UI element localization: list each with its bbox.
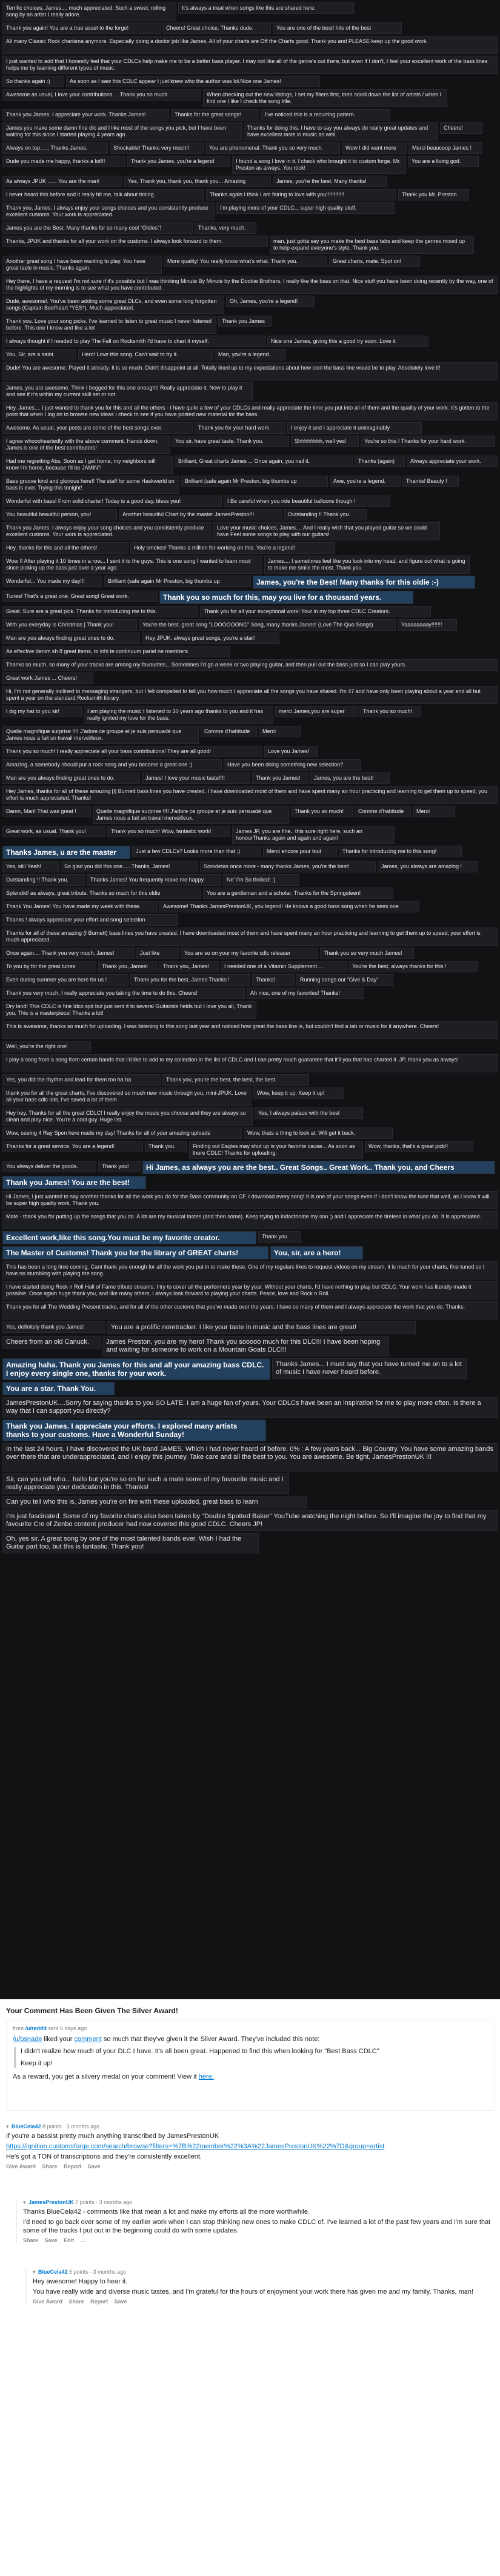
sent-time: sent 6 days ago (48, 2025, 87, 2031)
comment-author[interactable]: JamesPrestonUK (28, 2199, 74, 2205)
comment-note: Thank you Mr. Preston (398, 189, 469, 201)
award-message (6, 2020, 495, 2111)
comment-meta (23, 2199, 500, 2206)
comment-note: Splendid! as always, great tribute. Thanks so much for this oldie (2, 888, 201, 899)
comment-note: Wow, keep it up. Keep it up! (253, 1087, 344, 1099)
comment-note: Thank you so much! Wow, fantastic work! (107, 826, 230, 837)
comment-note: James, you're the best. Many thanks! (273, 176, 387, 187)
comment-note: Quelle magnifique surprise !!!! J'adore ce groupe et je suis persuadé que James nous a fait un travail merveilleux. (2, 726, 199, 744)
comment-note: Running songs out "Give & Day" (296, 974, 393, 986)
comment-text: Thanks BlueCela42 - comments like that mean a lot and make my efforts all the more worthwhile. (23, 2208, 310, 2216)
comment-note: James Preston, you are my hero! Thank you sooooo much for this DLC!!! I have been hoping and waiting for someone to work on a Mountain Goats DLC!!! (102, 1336, 389, 1356)
comment-note: Thank you again! You are a true asset to the forge! (2, 22, 161, 34)
comment-note: Yes, you did the rhythm and lead for them too ha ha (2, 1074, 161, 1086)
comment-note: Thank you James, you're a legend (127, 156, 230, 167)
comment-note: Tunes! That's a great one. Great song! Great work. (2, 591, 158, 602)
comment-note: Thanks for a great service. You are a legend! (2, 1141, 143, 1152)
from-label: from (13, 2025, 24, 2031)
comment-note: Great work James ... Cheers! (2, 672, 93, 684)
comment-note: I needed one of a Vitamin Supplement.... (221, 961, 347, 972)
share-button[interactable]: Share (68, 2299, 84, 2305)
comment-meta (6, 2123, 495, 2130)
comment-note: Comme d'habitude (201, 726, 257, 737)
comment-note: Man are you always finding great ones to do. (2, 632, 140, 644)
comment-note: Love you James! (264, 746, 318, 757)
comment-note: Awesome. As usual, your posts are some of the best songs ever. (2, 422, 193, 434)
comment-note: I agree whoooheartedly with the above comment. Hands down, James is one of the best contributors! (2, 436, 170, 454)
comment-note: Outstanding !! Thank you. (284, 509, 367, 520)
comment-note: Thank you, you're the best, the best, the best. (162, 1074, 309, 1086)
comment-note: Merci (259, 726, 301, 737)
comment-note: Thank you so much for this, may you live for a thousand years. (159, 591, 413, 604)
save-button[interactable]: Save (114, 2299, 127, 2305)
comment-note: Thank you very much, I really appreciate you taking the time to do this. Cheers! (2, 988, 245, 999)
collapse-caret-icon[interactable]: ▾ (6, 2123, 9, 2130)
comment-note: Thank you (258, 1231, 301, 1243)
comment-actions (33, 2299, 500, 2305)
save-button[interactable]: Save (44, 2237, 58, 2243)
comment-note: It's always a treat when songs like this are shared here. (178, 2, 354, 14)
comment-note: Merci beaucoup James ! (408, 142, 482, 154)
comment-note: Amazing, a somebody should put a rock song and you become a great one :) (2, 759, 222, 771)
award-body (13, 2035, 485, 2081)
comment-note: Nice one James, giving this a good try soon. Love it (267, 336, 428, 347)
comment-note: Even during summer you are here for us ! (2, 974, 128, 986)
comment-note: Dude, awesome!. You've been adding some great DLCs, and even some long forgotten songs (Captain Beefheart *YES*). Much appreciated. (2, 296, 224, 314)
comment-note: I'm playing more of your CDLC... super high quality stuff. (216, 202, 395, 214)
comment-note: Thank you so much! I really appreciate all your bass contributions! They are all good! (2, 746, 262, 757)
comment-actions (6, 2163, 495, 2169)
comment-note: Yes, I always palace with the best (255, 1107, 363, 1119)
comment-note: Finding out Eagles may shut up is your favorite cause... As soon as there CDLC! Thanks for uploading. (189, 1141, 363, 1159)
comment-note: I never heard this before and it really hit me, talk about timing. (2, 189, 204, 201)
share-button[interactable]: Share (23, 2237, 39, 2243)
comment-score-time: 7 points · 3 months ago (75, 2199, 133, 2205)
quote-line-1: I didn't realize how much of your DLC I have. It's all been great. Happened to find this when looking for "Best Bass CDLC" (21, 2048, 379, 2055)
comment-note: You are one of the best! hits of the best (273, 22, 402, 34)
comment-link[interactable]: https://ignition.customsforge.com/search/browse?filters=%7B%22member%22%3A%22JamesPrestonUK%22%7D&group=artist (6, 2143, 385, 2150)
comment-note: Hi James, I just wanted to say another thanks for all the work you do for the Bass community on CF. I download every song! It is one of your songs even if I don't know the tune that well, as I know it will be super high quality work. Thank you. (2, 1191, 498, 1209)
comment-note: Thanks for doing this. I have to say you always do really great updates and have excellent taste in music as well. (244, 122, 438, 141)
edit-button[interactable]: Edit (64, 2237, 75, 2243)
comment-note: Ne' I'm So thrilled! :) (223, 874, 299, 886)
comment-note: You are a star. Thank You. (2, 1382, 115, 1395)
comment-bluecela-1 (6, 2123, 495, 2169)
comment-note: Thanks so much, so many of your tracks are among my favourites... Sometimes I'd go a week or two playing guitar, and then pull out the bass just so I can play yours. (2, 659, 498, 671)
comment-note: James.... I sometimes feel like you look into my head, and figure out what is going to make me smile the most. Thank you. (264, 556, 470, 574)
comment-note: You beautiful beautiful person, you! (2, 509, 117, 520)
comment-note: I play a song from a song from certain bands that I'd like to add to my collection in the list of CDLC and I can pretty much guarantee that it'll you that has charted it. JP, thank you as always! (2, 1054, 498, 1072)
comment-note: Great. Sure are a great pick. Thanks for introducing me to this. (2, 606, 198, 617)
comment-note: Dude you made me happy, thanks a lot!!! (2, 156, 125, 167)
comment-note: Thank you James. I appreciate your efforts. I explored many artists thanks to your customs. Have a Wonderful Sunday! (2, 1419, 266, 1441)
comment-note: I found a song I love in it. I check who brought it to custom forge. Mr. Preston as always. You rock! (232, 156, 406, 174)
comment-note: I dig my hat to you sir! (2, 706, 82, 717)
comment-text-2: You have really wide and diverse music tastes, and I'm grateful for the hours of enjoyment your work there has given me and my family. Thanks, man! (33, 2288, 474, 2295)
comment-note: Thanks (again) (355, 456, 405, 467)
comment-author[interactable]: BlueCela42 (38, 2269, 68, 2275)
comment-note: Ah nice, one of my favorites! Thanks! (247, 988, 364, 999)
comment-note: Cheers! (440, 122, 482, 134)
award-quote (14, 2047, 485, 2068)
comment-jamesprestonuk (16, 2199, 500, 2243)
comment-note: Thank you. (145, 1141, 187, 1152)
comment-note: Well, you're the right one! (2, 1041, 91, 1052)
comment-note: Quelle magnifique surprise !!!! J'adore ce groupe et je suis persuadé que James nous a fait un travail merveilleux. (93, 806, 289, 824)
comment-note: Thank you, James. I always enjoy your songs choices and you consistently produce excellent customs. Your work is appreciated. (2, 202, 215, 221)
comment-note: So glad you did this one..... Thanks, James! (61, 861, 198, 872)
comment-note: Thank you James (218, 316, 272, 327)
reddit-section (0, 1999, 500, 2576)
comment-note: Always appreciate your work. (407, 456, 498, 467)
comment-note: Wonderful with bass! From solid charter! Today is a good day, bless you! (2, 496, 222, 507)
comment-note: Cheers! Great choice. Thanks dude. (162, 22, 271, 34)
comment-note: Thank you so much! (359, 706, 421, 717)
comment-text: If you're a bassist pretty much anything transcribed by JamesPrestonUK (6, 2133, 219, 2140)
comment-note: Have you been doing something new selection? (224, 759, 361, 771)
comment-note: Awe, you're a legend. (330, 476, 401, 487)
comment-note: JamesPrestonUK....Sorry for saying thanks to you SO LATE. I am a huge fan of yours. Your CDLCs have been an inspiration for me to play more often. Is there a way that I can support you directly? (2, 1397, 498, 1418)
comment-bluecela-2 (25, 2269, 500, 2305)
comment-actions (23, 2237, 500, 2243)
comment-note: Wow !! After playing it 10 times in a row... I sent it to the guys. This is one song I wanted to learn most since picking up the bass just over a year ago. (2, 556, 262, 574)
comment-note: I always thought if I needed to play The Fall on Rocksmith I'd have to chart it myself. (2, 336, 265, 347)
report-button[interactable]: Report (64, 2163, 82, 2169)
comment-score-time: 5 points · 3 months ago (69, 2269, 127, 2275)
comment-text-2: I'd need to go back over some of my earlier work when I can stop thinking new ones to make CDLC of. I've learned a lot of the past few years and I'm sure that some of the tracks I put out in the beginning could do with some updates. (23, 2219, 491, 2234)
comment-text: Hey awesome! Happy to hear it. (33, 2278, 128, 2285)
comment-note: Thank you for your hard work (195, 422, 285, 434)
comment-note: Thanks for the great songs! (171, 109, 259, 121)
comment-note: Mate - thank you for putting up the songs that you do. A lot are my musical tastes (and then some). Keep trying to indoctrinate my son ;) and I appreciate the tireless in what you do. It is appreciated. (2, 1211, 498, 1229)
comment-note: James you make some damn fine dlc and I like most of the songs you pick, but I have been waiting for this since I started playing 4 years ago. (2, 122, 242, 141)
more-options-button[interactable]: ... (80, 2237, 85, 2243)
comment-note: Thank you James! You are the best! (2, 1176, 146, 1189)
comment-note: With you everyday is Christmas | Thank you! (2, 619, 137, 631)
comment-note: Dry land! This CDLC is fine Idco spit but just sent it to several Guitarists fields but I love you all, Thank you. This is a masterpiece! Thanks a lot! (2, 1001, 256, 1019)
comment-note: Thanks James, u are the master (2, 846, 130, 859)
comment-note: I just wanted to add that I honestly feel that your CDLCs help make me to be a better bass player. I may not like all of the genre's out there, but even if I don't, I feel your excellent work of the bass lines helps me by learning different types of music. (2, 56, 498, 74)
quote-line-2: Keep it up! (21, 2060, 53, 2067)
comment-note: Just like (136, 948, 179, 959)
comment-note: Always on top...... Thanks James. (2, 142, 108, 154)
comment-note: You're the best, great song "LOOOOOONG" Song, many thanks James! (Love The Quo Songs) (139, 619, 396, 631)
comment-note: So thanks again :) (2, 76, 64, 87)
comment-note: Thanks for introducing me to this song! (339, 846, 462, 857)
comment-note: Great work, as usual. Thank you! (2, 826, 105, 837)
comment-note: Great charts, mate. Spot on! (329, 256, 420, 267)
comment-note: James, you are awesome. Think I begged for this one enought! Really appreciate it. Now to play it and see if it's within my current skill set or not. (2, 382, 253, 400)
comment-note: Thanks! Beauty ! (402, 476, 459, 487)
comment-note: Wonderful... You made my day!!! (2, 576, 102, 587)
comment-note: James you are the Best. Many thanks for so many cool "Oldies"! (2, 222, 193, 234)
comment-note: Shhhhhhhh, well yes! (291, 436, 359, 447)
comment-note: Thank you, James! (159, 961, 219, 972)
comment-note: Hero! Love this song. Can't wait to try it. (78, 349, 213, 360)
comment-note: Yaaaaaaaay!!!!!!! (398, 619, 457, 631)
award-footer: As a reward, you get a silvery medal on your comment! View it (13, 2073, 199, 2080)
comment-note: You're the best, always thanks for this ! (348, 961, 478, 972)
comment-note: Thank you for the best, James Thanks ! (130, 974, 250, 986)
award-here-link[interactable]: here. (198, 2073, 214, 2080)
comment-note: Thanks James... I must say that you have turned me on to a lot of music I have never heard before. (272, 1358, 467, 1379)
comment-note: Thanks again I think I am fairing to love with you!!!!!!!!!!!! (206, 189, 396, 201)
comment-note: Thank you so very much James! (320, 948, 414, 959)
comment-note: Another beautiful Chart by the master JamesPreston!!! (119, 509, 282, 520)
comment-note: Terrific choices, James.... much appreciated. Such a sweet, rolling song by an artist I really adore. (2, 2, 176, 21)
comment-note: Thank you James. I appreciate your work. Thanks James! (2, 109, 169, 121)
comment-note: Awesome! Thanks JamesPrestonUK, you legend! He knows a good bass song when he sees one (159, 901, 419, 912)
comment-note: You are so on your my favorite cdlc releaser (181, 948, 318, 959)
comment-note: Awesome as usual, I love your contributions ... Thank you so much (2, 89, 201, 101)
comment-note: Thank you James! (252, 772, 308, 784)
comment-note: thank you for all the great charts, I've discovered so much new music through you, mini-JPUK. Love all your bass cdlc lots. I've saved a lot of them (2, 1087, 252, 1106)
comment-note: Outstanding !! Thank you. (2, 874, 85, 886)
comment-note: I'm just fascinated. Some of my favorite charts also been taken by "Double Spotted Baker" YouTube watching the night before. So I'll imagine the joy to find that my favourite Cre of Zenbo content producer had now covered this good CDLC. Cheers JP! (2, 1510, 498, 1531)
comment-note: You are a living god. (408, 156, 479, 167)
comment-note: Thanks ! always appreciate your effort and song selection (2, 914, 178, 926)
award-line-b: so much that they've given it the Silver Award. They've included this note: (103, 2036, 320, 2043)
award-meta (13, 2025, 87, 2031)
comment-note: Had me regretting Abs. Soon as I get home, my neighbors will know I'm home, because I'll be JAMIN'! (2, 456, 173, 474)
award-title: Your Comment Has Been Given The Silver Award! (6, 2007, 178, 2015)
comment-note: Wow, thanks, that's a great pick!! (365, 1141, 473, 1152)
comment-note: James JP, you are fine.. this sure right here, such an honourThanks again and again and again! (232, 826, 395, 844)
comment-note: James, you always are amazing ! (378, 861, 478, 872)
comment-note: More quality! You really know what's what. Thank you. (164, 256, 327, 267)
comment-note: Hi, I'm not generally inclined to messaging strangers, but I felt compelled to tell you how much I appreciate all the songs you have shared. I'm 47 and have only been playing about a year and all but spent a year on the standard Rocksmith library. (2, 686, 498, 704)
comment-note: Thanks for all of these amazing (I Burnett) bass lines you have created. I have downloaded most of them and have spent many an hour practicing and learning to get them up to speed, your effort is much appreciated. (2, 928, 498, 946)
comment-note: James! I love your music taste!!!! (142, 772, 250, 784)
comment-note: James, you're the Best! Many thanks for this oldie :-) (253, 576, 475, 589)
comment-note: Thank you James. I always enjoy your song choices and you consistently produce excellent customs. Your work is appreciated. (2, 522, 212, 540)
comment-note: Thank you! (98, 1161, 141, 1172)
comment-note: Wow, thats a thing to look at. Will get it back. (244, 1127, 393, 1139)
comment-note: merci James,you are super (275, 706, 358, 717)
comment-note: Hi James, as always you are the best.. Great Songs.. Great Work.. Thank you, and Cheers (142, 1161, 495, 1174)
give-award-button[interactable]: Give Award (33, 2299, 63, 2305)
comment-note: You always deliver the goods. (2, 1161, 96, 1172)
collapse-caret-icon[interactable]: ▾ (33, 2269, 36, 2275)
comment-score-time: 8 points · 3 months ago (42, 2123, 100, 2130)
comment-note: Yes, definitely thank you James! (2, 1321, 105, 1333)
share-button[interactable]: Share (42, 2163, 58, 2169)
award-line-a: liked your (44, 2036, 73, 2043)
comment-note: Thank you, James! (98, 961, 158, 972)
comment-note: Yes, still Yeah! (2, 861, 59, 872)
comment-note: Thanks, very much. (195, 222, 256, 234)
comment-note: Merci (413, 806, 455, 817)
comment-note: Wow, seeing 4 Ray Spen here made my day! Thanks for all of your amazing uploads (2, 1127, 242, 1139)
comment-note: Thank You James! You have made my week with these. (2, 901, 158, 912)
comment-note: Bass groove kind and glorious here!! The staff for some Haskwerld on bass is ever. Trying this tonight! (2, 476, 179, 494)
comment-note: Dude! You are awesome. Played it already. It is so much. Didn't disappoint at all. Totally lined up to my expectations about how cool the bass line would be to play. Absolutely love it! (2, 362, 498, 380)
from-user-link[interactable]: /u/reddit (25, 2025, 47, 2031)
comment-note: Thank you for all The Wedding Present tracks, and for all of the other customs that you've made over the years. I have so many of them and I always appreciate the work that you do. Thanks. (2, 1301, 498, 1320)
comment-note: Wow I did want more (342, 142, 407, 154)
comment-note: Another great song I have been wanting to play. You have great taste in music. Thanks again. (2, 256, 162, 274)
save-button[interactable]: Save (87, 2163, 101, 2169)
comment-note: Hey JPUK, always great songs, you're a star! (142, 632, 279, 644)
comment-note: Merci encore pour tout (263, 846, 337, 857)
comment-note: Thanks, JPUK and thanks for all your work on the customs. I always look forward to them. (2, 236, 268, 247)
comment-note: Damn, Man! That was great ! (2, 806, 91, 817)
comment-note: Oh, James, you're a legend! (226, 296, 315, 307)
comment-note: Sorodetas once more - many thanks James, you're the best! (200, 861, 376, 872)
comment-note: When checking out the new listings, I set my filters first, then scroll down the list of artists / when I find one I like I check the song title. (203, 89, 447, 107)
comment-note: All many Classic Rock charisma anymore. Especially doing a doctor job like James. All of your charts are Off the Charts good. Thank you and PLEASE keep up the good work. (2, 36, 498, 54)
comment-note: As effective denim sh 8 great items, to inhi te continuum pariel ne members (2, 646, 230, 657)
comment-note: Brilliant, Great charts James ... Once again, you nail it. (175, 456, 353, 467)
collapse-caret-icon[interactable]: ▾ (23, 2199, 26, 2205)
comment-note: You, Sir, are a saint. (2, 349, 76, 360)
comment-note: Holy smokes! Thanks a million for working on this. You're a legend! (130, 542, 335, 554)
comment-note: Brilliant (safe again Mr Preston, big thumbs up (181, 476, 328, 487)
comment-note: You are a gentleman and a scholar. Thanks for the Springsteen! (203, 888, 393, 899)
comment-note: Thanks! (252, 974, 295, 986)
comment-note: Hey, James.... I just wanted to thank you for this and all the others - I have quite a few of your CDLCs and really appreciate the time you put into all of them and the quality of your work. It's gotten to the point that when I log on to browse new ideas I check to see if you have posted new material for the bass. (2, 402, 498, 420)
report-button[interactable]: Report (90, 2299, 108, 2305)
comment-note: I Be careful when you ride beautiful balloons though ! (224, 496, 390, 507)
comment-note: Thank you so much! (291, 806, 353, 817)
comment-note: This has been a long time coming. Cant thank you enough for all the work you put in to make these. One of my regulars likes to request videos on my stream, it is much for your charts, fine-tuned so I have no stumbling with playing the song (2, 1261, 498, 1280)
comment-note: You're so this ! Thanks for your hard work. (361, 436, 495, 447)
comment-note: Amazing haha. Thank you James for this and all your amazing bass CDLC. I enjoy every single one, thanks for your work. (2, 1358, 270, 1380)
comment-note: You sir, have great taste. Thank you. (172, 436, 289, 447)
comment-author[interactable]: BlueCela42 (12, 2123, 41, 2130)
comment-note: Excellent work,like this song.You must be my favorite creator. (2, 1231, 256, 1244)
comment-note: Love your music choices, James.... And I really wish that you played guitar so we could have Feel some songs to play with our guitars! (213, 522, 440, 540)
comment-note: This is awesome, thanks so much for uploading. I was listening to this song last year and noticed how great the bass line is, but couldn't find a tab or music for it anywhere. Cheers! (2, 1021, 498, 1039)
comment-note: You, sir, are a hero! (270, 1246, 363, 1260)
comment-note: Thanks James! You frequently make me happy. (87, 874, 221, 886)
comment-note: Thank you. Love your song picks. I've learned to listen to great music I never listened before. This one I know and like a lot (2, 316, 216, 334)
comment-note: Shockable! Thanks very much!! (110, 142, 204, 154)
comment-meta (33, 2269, 500, 2276)
give-award-button[interactable]: Give Award (6, 2163, 36, 2169)
comment-note: The Master of Customs! Thank you for the library of GREAT charts! (2, 1246, 268, 1260)
comment-note: Thank you for all your exceptional work! Your in my top three CDLC Creators. (200, 606, 431, 617)
comment-note: You are phenomenal. Thank you so very much. (205, 142, 340, 154)
comment-note: Hey, thanks for this and all the others! (2, 542, 128, 554)
comment-note: To you by for the great tunes (2, 961, 96, 972)
comment-note: Hey there, I have a request I'm not sure if it's possible but I was thinking Minute By Minute by the Doobie Brothers, I really like the bass on that. Nice stuff you have been doing recently by the way, one of the highlights of my morning is to see what you have contributed. (2, 276, 498, 294)
comment-text-2: He's got a TON of transcriptions and they're consistently excellent. (6, 2153, 202, 2160)
comment-note: Hey hey. Thanks for all the great CDLC! I really enjoy the music you choose and they are always so clean and play nice. You're a cool guy. Huge list. (2, 1107, 253, 1126)
comment-link[interactable]: comment (74, 2036, 102, 2043)
comment-note: Hey James, thanks for all of these amazing [I] Burnett bass lines you have created. I have downloaded most of them and have spent many an hour practicing and learning to get them up to speed, you effort is much appreciated. Thanks! (2, 786, 498, 804)
comment-note: Man, you're a legend. (215, 349, 285, 360)
comment-note: As always JPUK ...... You are the man! (2, 176, 122, 187)
comment-note: I have started doing Rock n Roll Hall of Fame tribute streams. I try to cover all the performers year by year. Without your charts, I'd have nothing to play but CDLC. Your work has literally made it possible. Once again huge thank you, and like many others, I always look forward to playing your charts. Peace, love and Rock n Roll. (2, 1281, 498, 1300)
comment-note: Oh, yes sir. A great song by one of the most talented bands ever. Wish I had the Guitar part too, but this is fantastic. Thank you! (2, 1533, 259, 1553)
comment-note: I've noticed this is a recurring pattern. (261, 109, 390, 121)
comment-note: Brilliant (safe again Mr Preston, big thumbs up (104, 576, 251, 587)
comment-note: Can you tell who this is, James you're on fire with these uploaded, great bass to learn (2, 1496, 307, 1509)
comment-note: Comme d'habitude (355, 806, 411, 817)
comment-note: James, you are the best! (310, 772, 390, 784)
comment-note: In the last 24 hours, I have discovered the UK band JAMES. Which I had never heard of before. 0% : A few years back... Big Country. You have some amazing bands over there that are underappreciated, and I enjoy this journey. Take care and all the best to you. You are awesome. Be tight, JamesPrestonUK !!! (2, 1443, 498, 1472)
comment-note: Sir, can you tell who... hallo but you're so on for such a mate some of my favourite music and I really appreciate your dedication in this. Thanks! (2, 1473, 289, 1494)
comment-note: Once again.... Thank you very much, James! (2, 948, 135, 959)
giver-user-link[interactable]: /u/bsnade (13, 2036, 42, 2043)
comment-note: You are a prolific noretracker. I like your taste in music and the bass lines are great! (107, 1321, 416, 1334)
comment-note: Man are you always finding great ones to do. (2, 772, 140, 784)
comment-note: Just a few CDLCs? Looks more than that ;) (132, 846, 261, 857)
comment-note: Cheers from an old Canuck. (2, 1336, 101, 1349)
comment-note: Yes, Thank you, thank you, thank you... Amazing (124, 176, 271, 187)
comment-note: man, just gotta say you make the best bass tabs and keep the genres mixed up to help expand everyone's style. Thank you. (270, 236, 474, 254)
comment-note: I am playing the music I listened to 30 years ago thanks to you and it has really ignited my love for the bass. (84, 706, 273, 724)
comment-note: I enjoy it and I appreciate it unimaginably (287, 422, 422, 434)
comment-note: As soon as I saw this CDLC appear I just knew who the author was lol.Nice one James! (66, 76, 320, 87)
